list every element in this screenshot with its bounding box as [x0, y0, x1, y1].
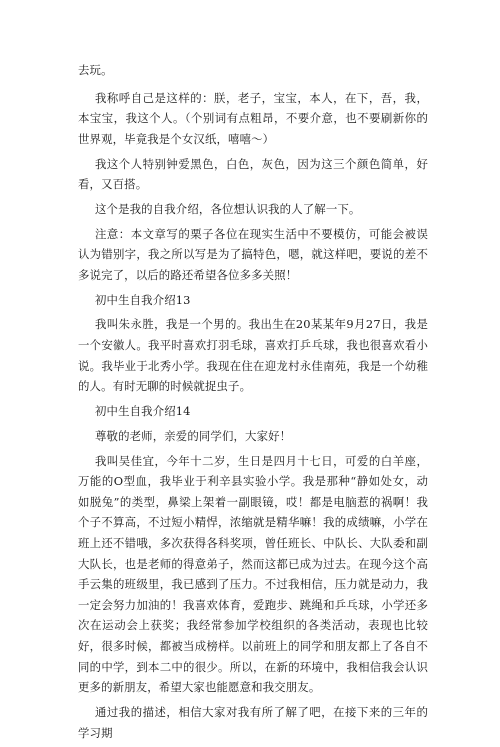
paragraph-favorite-colors: 我这个人特别钟爱黑色，白色，灰色，因为这三个颜色简单，好看，又百搭。: [78, 156, 428, 192]
paragraph-greeting: 尊敬的老师，亲爱的同学们，大家好！: [95, 428, 292, 443]
paragraph-self-address: 我称呼自己是这样的：朕，老子，宝宝，本人，在下，吾，我，本宝宝，我这个人。（个别词有点粗昂，不要介意，也不要刷新你的世界观，毕竟我是个女汉纸，嘻嘻～）: [78, 90, 428, 146]
paragraph-zhu-yongsheng: 我叫朱永胜，我是一个男的。我出生在20某某年9月27日，我是一个安徽人。我平时喜欢打羽毛球，喜欢打乒乓球，我也很喜欢看小说。我毕业于北秀小学。我现在住在迎龙村永佳南苑，我是一个幼稚的人。有时无聊的时候就捉虫子。: [78, 317, 428, 394]
paragraph-intro-summary: 这个是我的自我介绍，各位想认识我的人了解一下。: [95, 201, 361, 216]
section-heading-14: 初中生自我介绍14: [95, 404, 191, 419]
section-heading-13: 初中生自我介绍13: [95, 292, 191, 307]
paragraph-closing: 通过我的描述，相信大家对我有所了解了吧，在接下来的三年的学习期: [78, 704, 428, 740]
paragraph-wu-jiayi: 我叫吴佳宜，今年十二岁，生日是四月十七日，可爱的白羊座，万能的O型血，我毕业于利辛县实验小学。我是那种“静如处女，动如脱兔”的类型，鼻梁上架着一副眼镜，哎！都是电脑惹的祸啊！我个子不算高，不过短小精悍，浓缩就是精华嘛！我的成绩嘛，小学在班上还不错哦，多次获得各科奖项，曾任班长、中队长、大队委和副大队长，也是老师的得意弟子，然而这都已成为过去。在现今这个高手云集的班级里，我已感到了压力。不过我相信，压力就是动力，我一定会努力加油的！我喜欢体育，爱跑步、跳绳和乒乓球，小学还多次在运动会上获奖；我经常参加学校组织的各类活动，表现也比较好，很多时候，都被当成榜样。以前班上的同学和朋友都上了各自不同的中学，到本二中的很少。所以，在新的环境中，我相信我会认识更多的新朋友，希望大家也能愿意和我交朋友。: [78, 453, 428, 695]
document-body: [78, 60, 428, 747]
paragraph-continuation: 去玩。: [78, 63, 113, 77]
paragraph-note: 注意：本文章写的栗子各位在现实生活中不要模仿，可能会被误认为错别字，我之所以写是为了搞特色，嗯，就这样吧，要说的差不多说完了，以后的路还希望各位多多关照！: [78, 226, 428, 282]
